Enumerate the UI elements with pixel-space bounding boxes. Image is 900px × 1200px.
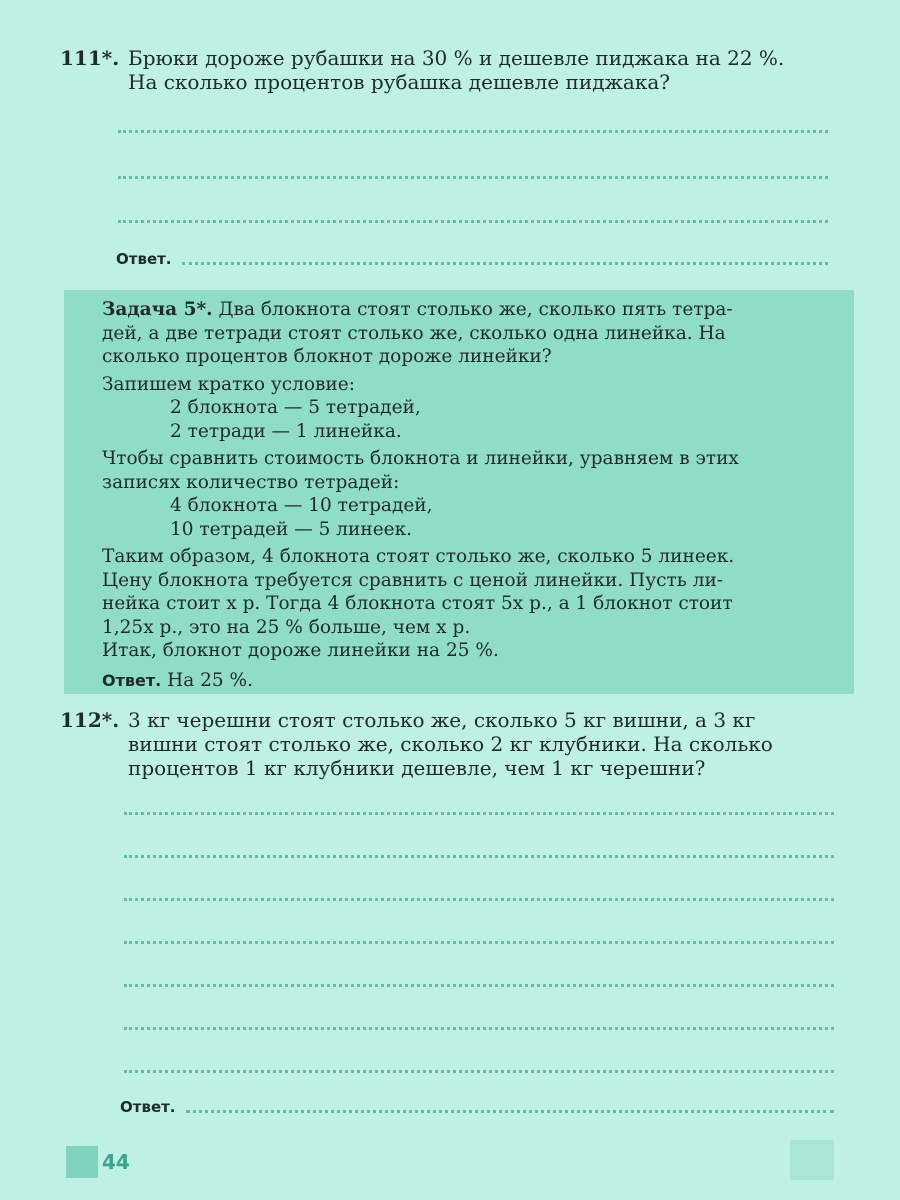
condition-line: 2 блокнота — 5 тетрадей,	[170, 397, 421, 418]
condition-line: 10 тетрадей — 5 линеек.	[170, 518, 413, 540]
answer-label: Ответ.	[116, 250, 172, 268]
answer-lines-112[interactable]	[124, 0, 834, 1100]
condition-line: 2 тетради — 1 линейка.	[170, 420, 402, 442]
problem-text: Брюки дороже рубашки на 30 % и дешевле пиджака на 22 %. На сколько процентов рубашка дешевле пиджака?	[128, 46, 785, 94]
answer-value: На 25 %.	[167, 669, 254, 691]
answer-row-112[interactable]	[120, 1098, 834, 1116]
task-title: Задача 5*.	[102, 299, 213, 320]
corner-marker	[790, 1140, 834, 1180]
problem-text: 3 кг черешни стоят столько же, сколько 5 кг вишни, а 3 кг вишни стоят столько же, сколько 2 кг клубники. На сколько процентов 1 кг клубники дешевле, чем 1 кг черешни?	[128, 708, 773, 780]
problem-number: 111*.	[60, 46, 120, 70]
answer-label: Ответ.	[102, 670, 162, 690]
page-number-marker	[66, 1146, 98, 1178]
problem-number: 112*.	[60, 708, 120, 732]
page-number: 44	[102, 1150, 130, 1174]
condition-line: 4 блокнота — 10 тетрадей,	[170, 495, 433, 516]
worked-example-text: Задача 5*. Два блокнота стоят столько же, сколько пять тетра- дей, а две тетради стоят столько же, сколько одна линейка. На сколько процентов блокнот дороже линейки? Запишем кратко условие: 2 блокнота — 5 тетрадей, 2 тетради — 1 линейка. Чтобы сравнить стоимость блокнота и линейки, уравняем в этих записях количество тетрадей: 4 блокнота — 10 тетрадей, 10 тетрадей — 5 линеек. Таким образом, 4 блокнота стоят столько же, сколько 5 линеек. Цену блокнота требуется сравнить с ценой линейки. Пусть ли- нейка стоит x р. Тогда 4 блокнота стоят 5x р., а 1 блокнот стоит 1,25x р., это на 25 % больше, чем x р. Итак, блокнот дороже линейки на 25 %. Ответ. На 25 %.	[102, 298, 842, 692]
answer-label: Ответ.	[120, 1098, 176, 1116]
